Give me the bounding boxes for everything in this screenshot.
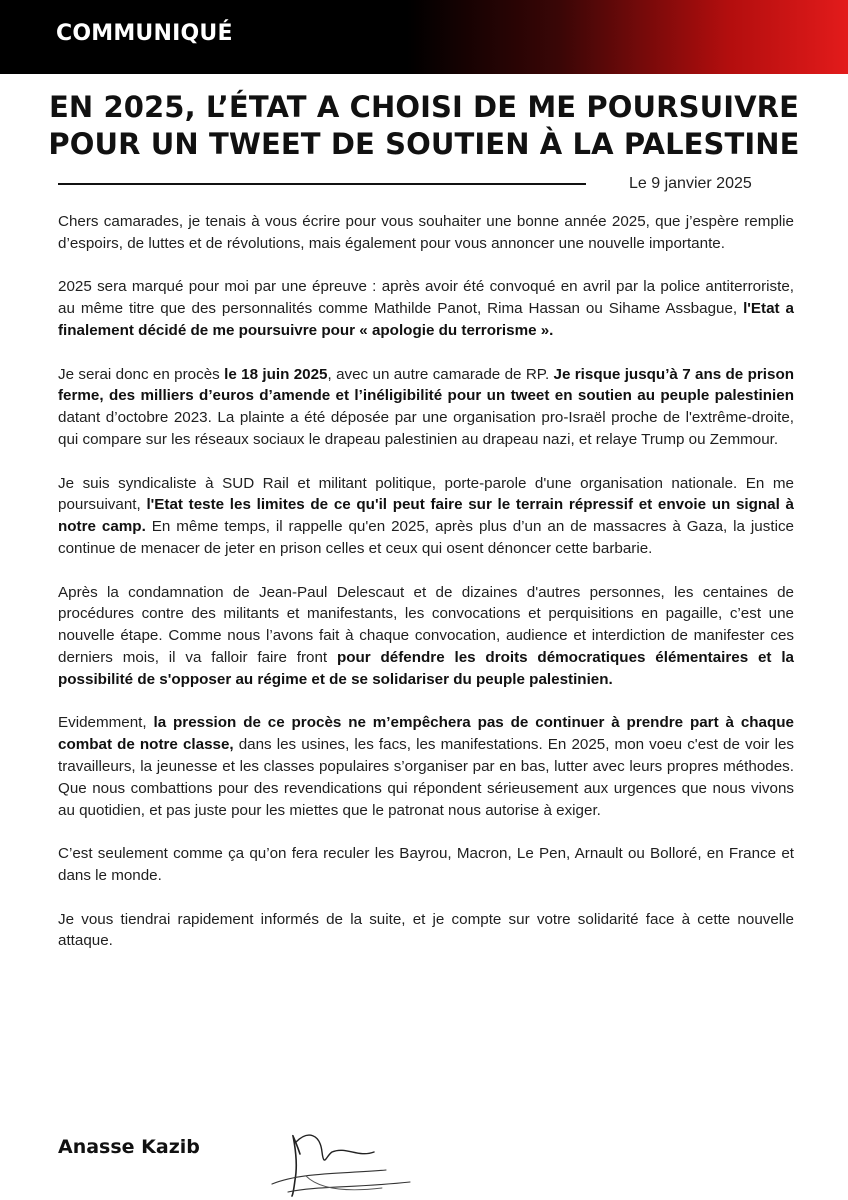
bold-text: la pression de ce procès ne m’empêchera pas de continuer à prendre part à chaque combat de notre classe,: [58, 714, 794, 754]
paragraph-8: [58, 909, 794, 953]
text-segment: C’est seulement comme ça qu’on fera reculer les Bayrou, Macron, Le Pen, Arnault ou Bolloré, en France et dans le monde.: [58, 845, 794, 884]
paragraph-1: [58, 211, 794, 255]
bold-text: l'Etat teste les limites de ce qu'il peut faire sur le terrain répressif et envoie un signal à notre camp.: [58, 496, 794, 536]
banner-label: COMMUNIQUÉ: [56, 21, 233, 46]
headline: [0, 89, 848, 163]
paragraph-4: [58, 473, 794, 560]
date-label: Le 9 janvier 2025: [629, 175, 752, 192]
handwritten-signature-icon: [262, 1112, 422, 1198]
signature-name: Anasse Kazib: [58, 1136, 200, 1158]
text-segment: datant d’octobre 2023. La plainte a été déposée par une organisation pro-Israël proche de l'extrême-droite, qui compare sur les réseaux sociaux le drapeau palestinien au drapeau nazi, et relaye Trump ou Zemmour.: [58, 409, 794, 448]
bold-text: le 18 juin 2025: [224, 365, 328, 383]
text-segment: Après la condamnation de Jean-Paul Delescaut et de dizaines d'autres personnes, les centaines de procédures contre des militants et manifestants, les convocations et perquisitions en pagaille, c’est une nouvelle étape. Comme nous l’avons fait à chaque convocation, audience et interdiction de manifester ces derniers mois, il va falloir faire front: [58, 583, 794, 666]
text-segment: Je suis syndicaliste à SUD Rail et militant politique, porte-parole d'une organisation nationale. En me poursuivant,: [58, 474, 794, 514]
headline-line-2: POUR UN TWEET DE SOUTIEN À LA PALESTINE: [48, 127, 800, 161]
text-segment: Je vous tiendrai rapidement informés de la suite, et je compte sur votre solidarité face à cette nouvelle attaque.: [58, 910, 794, 950]
letter-body: [58, 211, 794, 974]
paragraph-2: [58, 276, 794, 341]
bold-text: pour défendre les droits démocratiques élémentaires et la possibilité de s'opposer au régime et de se solidariser du peuple palestinien.: [58, 648, 794, 688]
text-segment: En même temps, il rappelle qu'en 2025, après plus d’un an de massacres à Gaza, la justice continue de menacer de jeter en prison celles et ceux qui osent dénoncer cette barbarie.: [58, 518, 794, 557]
divider-line: [58, 183, 586, 185]
paragraph-7: [58, 843, 794, 887]
paragraph-5: [58, 582, 794, 691]
bold-text: l'Etat a finalement décidé de me poursuivre pour « apologie du terrorisme ».: [58, 300, 794, 339]
text-segment: , avec un autre camarade de RP.: [327, 365, 554, 383]
communique-banner: [0, 0, 848, 74]
headline-line-1: EN 2025, L’ÉTAT A CHOISI DE ME POURSUIVRE: [49, 90, 799, 124]
text-segment: 2025 sera marqué pour moi par une épreuve : après avoir été convoqué en avril par la police antiterroriste, au même titre que des personnalités comme Mathilde Panot, Rima Hassan ou Sihame Assbague,: [58, 278, 794, 318]
text-segment: Evidemment,: [58, 714, 154, 732]
text-segment: dans les usines, les facs, les manifestations. En 2025, mon voeu c'est de voir les travailleurs, la jeunesse et les classes populaires s’organiser par en bas, lutter avec leurs propres méthodes. Que nous combattions pour des revendications qui répondent sérieusement aux urgences que nous vivons au quotidien, et pas juste pour les miettes que le patronat nous autorise à exiger.: [58, 736, 794, 819]
bold-text: Je risque jusqu’à 7 ans de prison ferme, des milliers d’euros d’amende et l’inéligibilité pour un tweet en soutien au peuple palestinien: [58, 365, 794, 405]
paragraph-6: [58, 712, 794, 821]
text-segment: Chers camarades, je tenais à vous écrire pour vous souhaiter une bonne année 2025, que j’espère remplie d’espoirs, de luttes et de révolutions, mais également pour vous annoncer une nouvelle importante.: [58, 213, 794, 252]
paragraph-3: [58, 364, 794, 451]
text-segment: Je serai donc en procès: [58, 365, 225, 383]
